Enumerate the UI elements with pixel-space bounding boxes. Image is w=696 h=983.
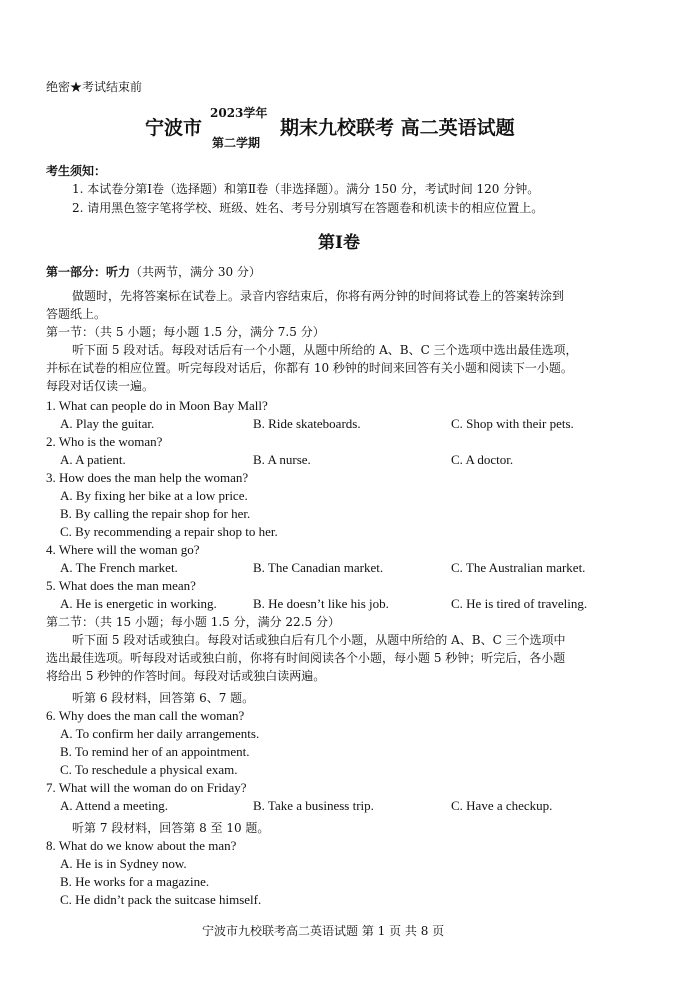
page-footer: 宁波市九校联考高二英语试题 第 1 页 共 8 页 <box>202 924 445 938</box>
part1-heading: 第一部分：听力 <box>46 265 131 279</box>
option-b: B. To remind her of an appointment. <box>60 744 250 759</box>
title-year: 2023学年 <box>210 106 268 120</box>
question-stem: 2. Who is the woman? <box>46 434 163 449</box>
option-c: C. Have a checkup. <box>451 798 553 813</box>
question-stem: 4. Where will the woman go? <box>46 542 200 557</box>
material-note: 听第 6 段材料，回答第 6、7 题。 <box>72 691 255 705</box>
option-c: C. The Australian market. <box>451 560 586 575</box>
option-b: B. He works for a magazine. <box>60 874 210 889</box>
section1-instruction: 并标在试卷的相应位置。听完每段对话后，你都有 10 秒钟的时间来回答有关小题和阅读下一小题。 <box>46 361 573 375</box>
option-a: A. Play the guitar. <box>60 416 155 431</box>
section2-instruction: 将给出 5 秒钟的作答时间。每段对话或独白读两遍。 <box>46 669 326 683</box>
option-a: A. The French market. <box>60 560 178 575</box>
part1-intro: 做题时，先将答案标在试卷上。录音内容结束后，你将有两分钟的时间将试卷上的答案转涂到 <box>72 289 565 303</box>
option-b: B. He doesn’t like his job. <box>253 596 389 611</box>
notice-item: 2. 请用黑色签字笔将学校、班级、姓名、考号分别填写在答题卷和机读卡的相应位置上。 <box>72 201 544 215</box>
option-c: C. By recommending a repair shop to her. <box>60 524 278 539</box>
section2-instruction: 选出最佳选项。听每段对话或独白前，你将有时间阅读各个小题，每小题 5 秒钟；听完后，各小题 <box>46 651 566 665</box>
option-b: B. Take a business trip. <box>253 798 374 813</box>
question-stem: 7. What will the woman do on Friday? <box>46 780 247 795</box>
notice-item: 1. 本试卷分第Ⅰ卷（选择题）和第Ⅱ卷（非选择题）。满分 150 分，考试时间 120 分钟。 <box>72 182 540 196</box>
option-c: C. A doctor. <box>451 452 514 467</box>
option-a: A. A patient. <box>60 452 126 467</box>
section2-instruction: 听下面 5 段对话或独白。每段对话或独白后有几个小题，从题中所给的 A、B、C 三个选项中 <box>72 633 566 647</box>
question-stem: 3. How does the man help the woman? <box>46 470 249 485</box>
material-note: 听第 7 段材料，回答第 8 至 10 题。 <box>72 821 270 835</box>
part1-heading-note: （共两节，满分 30 分） <box>130 265 261 279</box>
part1-heading-row <box>46 263 261 281</box>
option-a: A. By fixing her bike at a low price. <box>60 488 248 503</box>
question-stem: 1. What can people do in Moon Bay Mall? <box>46 398 268 413</box>
title-city: 宁波市 <box>145 117 203 139</box>
option-c: C. To reschedule a physical exam. <box>60 762 238 777</box>
option-c: C. Shop with their pets. <box>451 416 574 431</box>
volume-title: 第Ⅰ卷 <box>318 233 360 253</box>
section1-instruction: 听下面 5 段对话。每段对话后有一个小题，从题中所给的 A、B、C 三个选项中选出最佳选项， <box>72 343 578 357</box>
option-c: C. He is tired of traveling. <box>451 596 588 611</box>
option-c: C. He didn’t pack the suitcase himself. <box>60 892 262 907</box>
option-b: B. A nurse. <box>253 452 311 467</box>
option-b: B. The Canadian market. <box>253 560 384 575</box>
question-stem: 6. Why does the man call the woman? <box>46 708 245 723</box>
notice-heading: 考生须知： <box>46 164 107 178</box>
part1-intro: 答题纸上。 <box>46 307 107 321</box>
page-title: 期末九校联考 高二英语试题 <box>280 117 515 139</box>
option-a: A. He is in Sydney now. <box>60 856 187 871</box>
option-b: B. Ride skateboards. <box>253 416 361 431</box>
section1-instruction: 每段对话仅读一遍。 <box>46 379 155 393</box>
option-a: A. He is energetic in working. <box>60 596 217 611</box>
confidential-mark: 绝密★考试结束前 <box>46 80 143 94</box>
option-a: A. To confirm her daily arrangements. <box>60 726 260 741</box>
option-b: B. By calling the repair shop for her. <box>60 506 251 521</box>
question-stem: 5. What does the man mean? <box>46 578 196 593</box>
option-a: A. Attend a meeting. <box>60 798 168 813</box>
section2-heading: 第二节：（共 15 小题；每小题 1.5 分，满分 22.5 分） <box>46 615 340 629</box>
title-term: 第二学期 <box>212 136 261 150</box>
question-stem: 8. What do we know about the man? <box>46 838 237 853</box>
section1-heading: 第一节：（共 5 小题；每小题 1.5 分，满分 7.5 分） <box>46 325 325 339</box>
